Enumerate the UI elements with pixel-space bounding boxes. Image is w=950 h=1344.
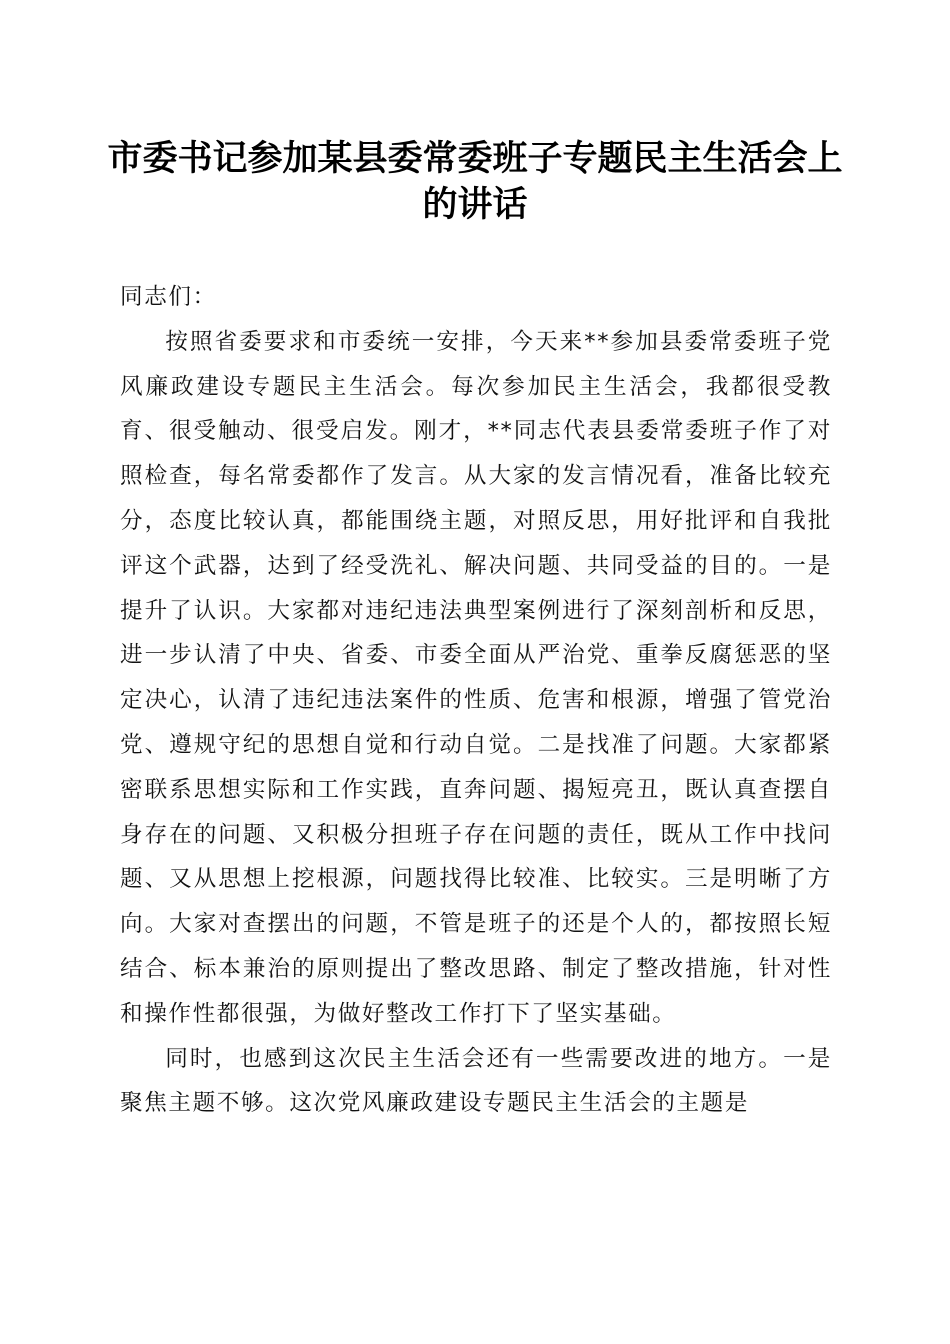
- paragraph-2: 同时，也感到这次民主生活会还有一些需要改进的地方。一是聚焦主题不够。这次党风廉政建设专题民主生活会的主题是: [120, 1045, 832, 1117]
- document-body: [120, 275, 832, 1126]
- salutation: 同志们：: [120, 284, 217, 310]
- paragraph-1: 按照省委要求和市委统一安排，今天来**参加县委常委班子党风廉政建设专题民主生活会。每次参加民主生活会，我都很受教育、很受触动、很受启发。刚才，**同志代表县委常委班子作了对照检查，每名常委都作了发言。从大家的发言情况看，准备比较充分，态度比较认真，都能围绕主题，对照反思，用好批评和自我批评这个武器，达到了经受洗礼、解决问题、共同受益的目的。一是提升了认识。大家都对违纪违法典型案例进行了深刻剖析和反思，进一步认清了中央、省委、市委全面从严治党、重拳反腐惩恶的坚定决心，认清了违纪违法案件的性质、危害和根源，增强了管党治党、遵规守纪的思想自觉和行动自觉。二是找准了问题。大家都紧密联系思想实际和工作实践，直奔问题、揭短亮丑，既认真查摆自身存在的问题、又积极分担班子存在问题的责任，既从工作中找问题、又从思想上挖根源，问题找得比较准、比较实。三是明晰了方向。大家对查摆出的问题，不管是班子的还是个人的，都按照长短结合、标本兼治的原则提出了整改思路、制定了整改措施，针对性和操作性都很强，为做好整改工作打下了坚实基础。: [120, 328, 832, 1027]
- document-title: 市委书记参加某县委常委班子专题民主生活会上的讲话: [107, 138, 843, 225]
